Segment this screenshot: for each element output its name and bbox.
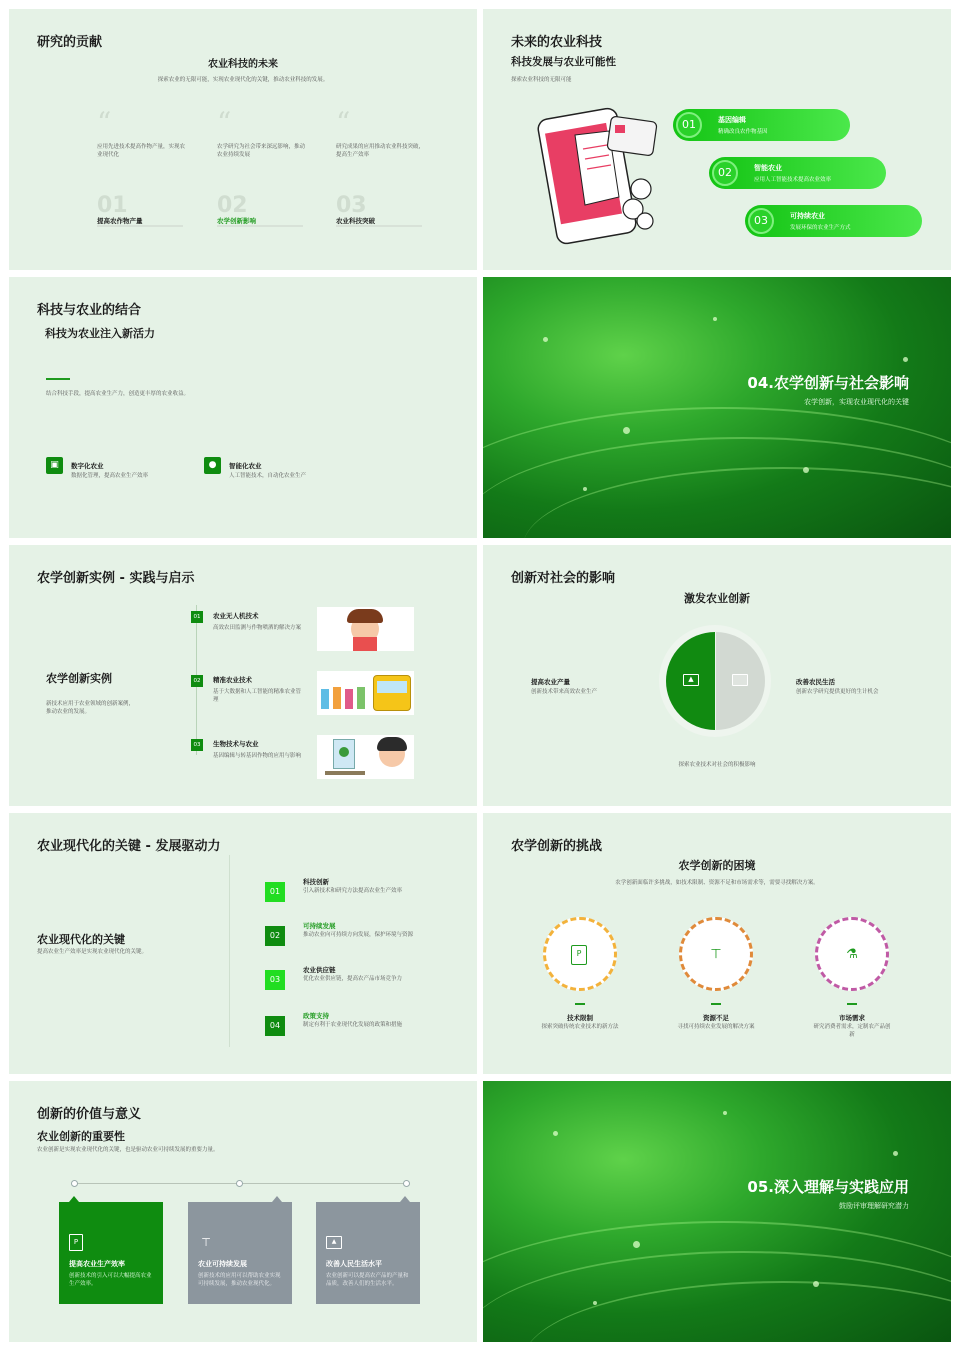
slide-title: 研究的贡献 xyxy=(37,35,103,50)
column-number: 01 xyxy=(97,193,128,218)
case-number: 01 xyxy=(191,611,203,623)
slide-title: 农学创新实例 - 实践与启示 xyxy=(37,571,195,586)
pill-number: 01 xyxy=(676,112,702,138)
quote-icon: “ xyxy=(97,106,112,139)
section-subtitle: 农学创新，实现农业现代化的关键 xyxy=(804,398,909,406)
column-underline xyxy=(97,225,183,227)
bokeh-dot xyxy=(583,487,587,491)
driver-item xyxy=(265,876,465,906)
bokeh-dot xyxy=(903,357,908,362)
pill-desc: 应用人工智能技术提高农业效率 xyxy=(754,177,832,183)
flask-icon: ⚗ xyxy=(846,947,858,962)
bokeh-dot xyxy=(593,1301,597,1305)
challenge-dash xyxy=(575,1003,585,1005)
challenge-dash xyxy=(847,1003,857,1005)
timeline-dot xyxy=(403,1180,410,1187)
column-label: 农学创新影响 xyxy=(217,217,256,225)
case-number: 02 xyxy=(191,675,203,687)
slide-description: 农学创新面临许多挑战，如技术限制、资源不足和市场需求等，需要寻找解决方案。 xyxy=(615,880,819,886)
driver-desc: 制定有利于农业现代化发展的政策和措施 xyxy=(303,1022,403,1028)
right-title: 改善农民生活 xyxy=(796,678,835,686)
driver-item xyxy=(265,1010,465,1040)
slide-subtitle: 农学创新的困境 xyxy=(678,859,756,872)
driver-number: 03 xyxy=(265,970,285,990)
feature-title: 智能化农业 xyxy=(229,462,262,470)
case-number: 03 xyxy=(191,739,203,751)
pill-title: 智能农业 xyxy=(754,164,782,172)
document-icon: P xyxy=(571,945,587,965)
contribution-column xyxy=(217,106,309,225)
hierarchy-icon: ⊤ xyxy=(710,947,722,962)
slide-title: 创新对社会的影响 xyxy=(511,571,616,586)
case-title: 农业无人机技术 xyxy=(213,612,259,620)
section-title: 04.农学创新与社会影响 xyxy=(747,374,909,392)
feature-desc: 人工智能技术，自动化农业生产 xyxy=(229,473,307,479)
phone-illustration xyxy=(523,105,673,245)
slide-modernization-drivers[interactable] xyxy=(9,813,477,1074)
feature-smart xyxy=(204,457,354,487)
driver-desc: 引入新技术和研究方法提高农业生产效率 xyxy=(303,888,403,894)
pill-desc: 发展环保的农业生产方式 xyxy=(790,225,851,231)
case-image-bus xyxy=(317,671,414,715)
driver-number: 02 xyxy=(265,926,285,946)
pill-desc: 精确改良农作物基因 xyxy=(718,129,768,135)
column-underline xyxy=(336,225,422,227)
slide-social-impact[interactable] xyxy=(483,545,951,806)
timeline-dot xyxy=(71,1180,78,1187)
case-desc: 基因编辑与转基因作物的应用与影响 xyxy=(213,753,302,759)
left-title: 农业现代化的关键 xyxy=(37,933,125,946)
case-desc: 基于大数据和人工智能的精准农业管理 xyxy=(213,689,302,703)
image-icon: ▲ xyxy=(326,1236,342,1249)
case-item xyxy=(191,739,321,779)
pill-title: 可持续农业 xyxy=(790,212,825,220)
slide-title: 科技与农业的结合 xyxy=(37,303,142,318)
tech-pill-sustainable xyxy=(745,205,922,237)
envelope-icon xyxy=(732,674,748,686)
feature-desc: 数据化管理，提高农业生产效率 xyxy=(71,473,149,479)
challenge-tech xyxy=(537,917,623,1057)
case-desc: 高效农田监测与作物喷洒的解决方案 xyxy=(213,625,302,631)
tech-pill-smart xyxy=(709,157,886,189)
bokeh-dot xyxy=(723,1111,727,1115)
card-desc: 创新技术的应用可以帮助农业实现可持续发展，推动农业现代化。 xyxy=(198,1273,281,1287)
column-underline xyxy=(217,225,303,227)
bokeh-dot xyxy=(553,1131,558,1136)
case-title: 生物技术与农业 xyxy=(213,740,259,748)
challenge-desc: 研究消费者需求，定制农产品创新 xyxy=(813,1024,891,1038)
card-desc: 创新技术的引入可以大幅提高农业生产效率。 xyxy=(69,1273,152,1287)
bokeh-dot xyxy=(633,1241,640,1248)
quote-text: 农学研究为社会带来深远影响，推动农业持续发展 xyxy=(217,144,306,158)
slide-innovation-challenges[interactable] xyxy=(483,813,951,1074)
challenge-title: 技术限制 xyxy=(567,1014,593,1022)
column-label: 提高农作物产量 xyxy=(97,217,143,225)
quote-text: 研究成果的应用推动农业科技突破，提高生产效率 xyxy=(336,144,425,158)
card-title: 农业可持续发展 xyxy=(198,1260,247,1268)
column-number: 02 xyxy=(217,193,248,218)
slide-subtitle: 激发农业创新 xyxy=(684,592,750,605)
quote-icon: “ xyxy=(336,106,351,139)
section-subtitle: 鼓励评审理解研究潜力 xyxy=(839,1202,909,1210)
slide-description: 探索农业科技的无限可能 xyxy=(511,77,572,83)
pill-title: 基因编辑 xyxy=(718,116,746,124)
bokeh-dot xyxy=(813,1281,819,1287)
image-icon: ▣ xyxy=(46,457,63,474)
case-item xyxy=(191,611,321,651)
slide-research-contribution[interactable] xyxy=(9,9,477,270)
contribution-column xyxy=(97,106,189,225)
quote-icon: “ xyxy=(217,106,232,139)
card-desc: 农业创新可以提高农产品的产量和品质，改善人们的生活水平。 xyxy=(326,1273,409,1287)
image-icon: ▲ xyxy=(683,674,699,686)
driver-desc: 推动农业向可持续方向发展，保护环境与资源 xyxy=(303,932,414,938)
feature-digital xyxy=(46,457,196,487)
challenge-title: 资源不足 xyxy=(703,1014,729,1022)
left-title: 提高农业产量 xyxy=(531,678,570,686)
pill-number: 02 xyxy=(712,160,738,186)
hierarchy-icon: ⊤ xyxy=(201,1236,211,1249)
driver-number: 01 xyxy=(265,882,285,902)
slide-subtitle: 科技为农业注入新活力 xyxy=(45,327,155,340)
left-title: 农学创新实例 xyxy=(46,672,112,685)
bokeh-dot xyxy=(713,317,717,321)
slide-subtitle: 农业创新的重要性 xyxy=(37,1130,125,1143)
slide-description: 探索农业的无限可能，实现农业现代化的关键，推动农业科技的发展。 xyxy=(157,77,329,83)
case-image-drone xyxy=(317,607,414,651)
challenge-market xyxy=(809,917,895,1057)
case-item xyxy=(191,675,321,715)
challenge-desc: 探索突破传统农业技术的新方法 xyxy=(541,1024,619,1030)
driver-title: 农业供应链 xyxy=(303,966,336,974)
slide-subtitle: 农业科技的未来 xyxy=(208,59,278,70)
bokeh-dot xyxy=(893,1151,898,1156)
left-desc: 提高农业生产效率是实现农业现代化的关键。 xyxy=(37,949,148,955)
accent-line xyxy=(46,378,70,380)
driver-number: 04 xyxy=(265,1016,285,1036)
contribution-column xyxy=(336,106,428,225)
chart-caption: 探索农业技术对社会的积极影响 xyxy=(678,762,756,768)
challenge-resource xyxy=(673,917,759,1057)
timeline-dot xyxy=(236,1180,243,1187)
slide-innovation-value[interactable] xyxy=(9,1081,477,1342)
bokeh-dot xyxy=(543,337,548,342)
slide-section-04[interactable] xyxy=(483,277,951,538)
value-card-sustainable xyxy=(188,1202,292,1304)
slide-section-05[interactable] xyxy=(483,1081,951,1342)
challenge-desc: 寻找可持续农业发展的解决方案 xyxy=(677,1024,755,1030)
column-label: 农业科技突破 xyxy=(336,217,375,225)
driver-title: 可持续发展 xyxy=(303,922,336,930)
section-title: 05.深入理解与实践应用 xyxy=(747,1178,909,1196)
left-desc: 新技术应用于农业领域的创新案例，推动农业的发展。 xyxy=(46,701,135,715)
slide-future-tech[interactable] xyxy=(483,9,951,270)
driver-desc: 优化农业供应链，提高农产品市场竞争力 xyxy=(303,976,403,982)
slide-description: 结合科技手段，提高农业生产力，创造更丰厚的农业收益。 xyxy=(46,391,190,397)
slide-innovation-cases[interactable] xyxy=(9,545,477,806)
slide-title: 创新的价值与意义 xyxy=(37,1107,142,1122)
challenge-dash xyxy=(711,1003,721,1005)
case-title: 精准农业技术 xyxy=(213,676,252,684)
driver-item xyxy=(265,920,465,950)
slide-subtitle: 科技发展与农业可能性 xyxy=(511,56,616,68)
right-desc: 创新农学研究提供更好的生计机会 xyxy=(796,689,879,695)
document-icon: P xyxy=(69,1234,83,1251)
quote-text: 应用先进技术提高作物产量，实现农业现代化 xyxy=(97,144,186,158)
case-image-lab xyxy=(317,735,414,779)
bokeh-dot xyxy=(623,427,630,434)
slide-title: 未来的农业科技 xyxy=(511,35,603,50)
driver-item xyxy=(265,964,465,994)
card-notch xyxy=(69,1196,79,1202)
slide-tech-agri-combination[interactable] xyxy=(9,277,477,538)
feature-title: 数字化农业 xyxy=(71,462,104,470)
left-desc: 创新技术带来高效农业生产 xyxy=(531,689,598,695)
slide-description: 农业创新是实现农业现代化的关键，也是驱动农业可持续发展的重要力量。 xyxy=(37,1147,219,1153)
slide-title: 农业现代化的关键 - 发展驱动力 xyxy=(37,839,221,854)
card-title: 改善人民生活水平 xyxy=(326,1260,382,1268)
value-card-living xyxy=(316,1202,420,1304)
card-notch xyxy=(272,1196,282,1202)
driver-title: 政策支持 xyxy=(303,1012,329,1020)
challenge-title: 市场需求 xyxy=(839,1014,865,1022)
slide-title: 农学创新的挑战 xyxy=(511,839,603,854)
card-notch xyxy=(400,1196,410,1202)
location-icon: ● xyxy=(204,457,221,474)
divider-line xyxy=(229,855,230,1047)
column-number: 03 xyxy=(336,193,367,218)
driver-title: 科技创新 xyxy=(303,878,329,886)
tech-pill-gene xyxy=(673,109,850,141)
bokeh-dot xyxy=(803,467,809,473)
pill-number: 03 xyxy=(748,208,774,234)
value-card-efficiency xyxy=(59,1202,163,1304)
card-title: 提高农业生产效率 xyxy=(69,1260,125,1268)
